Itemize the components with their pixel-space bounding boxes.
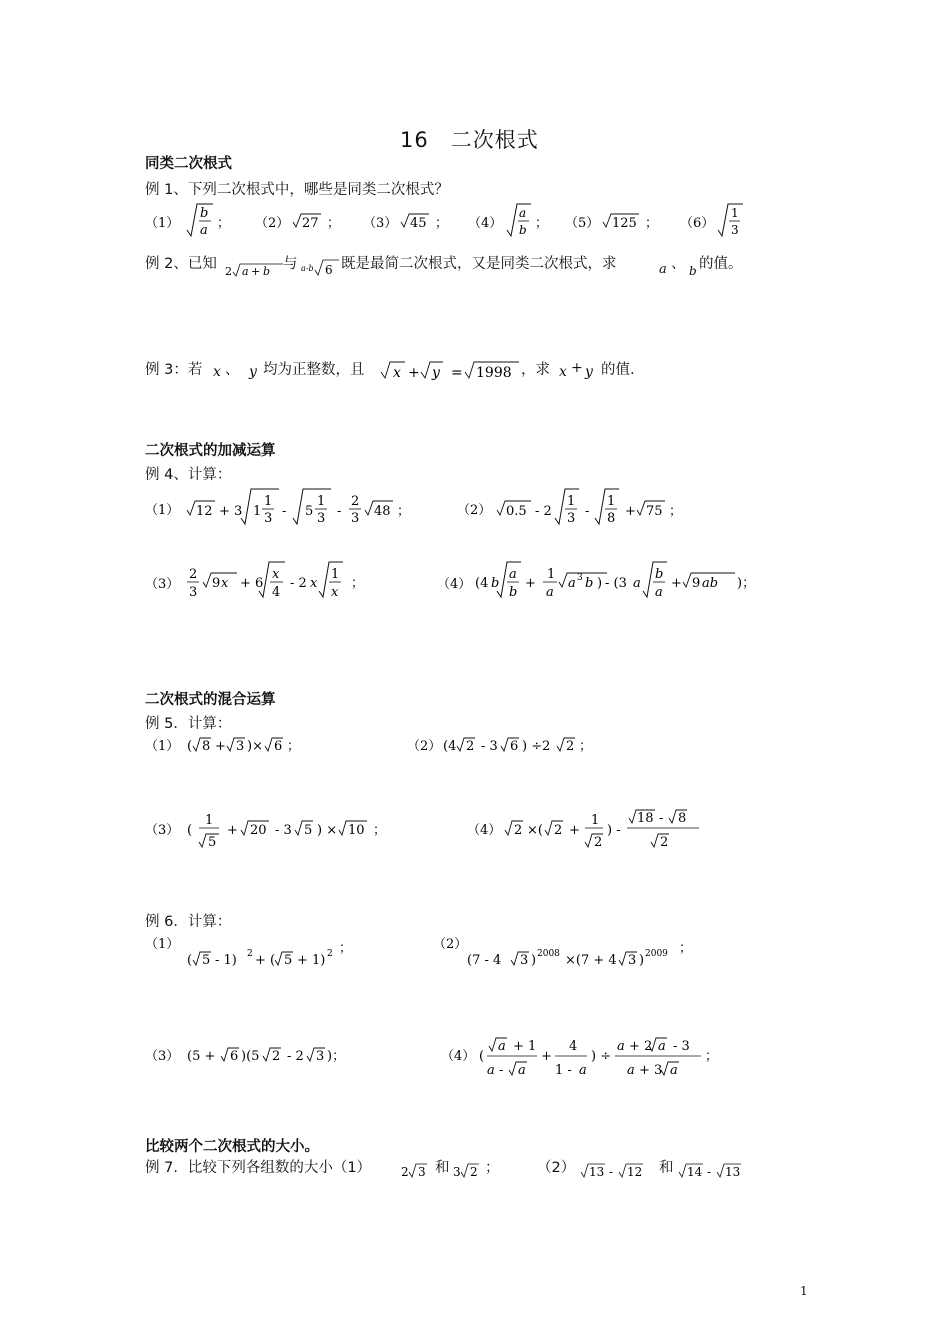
svg-text:a-b: a-b: [301, 264, 314, 273]
page-number: 1: [800, 1284, 808, 1298]
svg-text:a: a: [200, 223, 208, 238]
svg-text:13: 13: [725, 1165, 741, 1179]
svg-text:3: 3: [453, 1165, 461, 1179]
svg-text:b: b: [263, 265, 271, 278]
svg-text:a: a: [498, 1039, 506, 1054]
svg-text:- 3: - 3: [673, 1039, 690, 1054]
svg-text:- 2: - 2: [290, 576, 307, 591]
ex3-part-1: 例 3：若: [145, 362, 203, 378]
svg-text:x: x: [272, 567, 280, 582]
svg-text:)×: )×: [247, 739, 263, 754]
svg-text:2: 2: [225, 265, 232, 278]
svg-text:-: -: [499, 1063, 504, 1078]
svg-text:12: 12: [196, 504, 213, 519]
svg-text:a: a: [627, 1063, 635, 1078]
svg-text:+: +: [408, 365, 420, 381]
ex3-sum-plus: +: [571, 360, 583, 376]
svg-text:b: b: [519, 223, 527, 237]
svg-text:- 3: - 3: [481, 739, 498, 754]
svg-text:3: 3: [577, 573, 583, 583]
svg-text:；: ；: [351, 576, 365, 591]
svg-text:1 -: 1 -: [555, 1063, 572, 1078]
svg-text:a: a: [670, 1063, 678, 1078]
example-4-formulas: [145, 484, 785, 614]
svg-text:5: 5: [208, 835, 217, 850]
svg-text:4: 4: [569, 1039, 578, 1054]
ex5-label-4: （4）: [467, 823, 502, 838]
svg-text:；: ；: [339, 941, 353, 956]
svg-text:+: +: [541, 1049, 552, 1064]
ex7-and-1: 和: [435, 1160, 450, 1176]
svg-text:b: b: [509, 585, 518, 600]
svg-text:)(5: )(5: [241, 1049, 260, 1064]
svg-text:1: 1: [264, 494, 273, 509]
ex6-label-2: （2）: [433, 937, 468, 952]
example-5-text: 例 5．计算：: [145, 716, 232, 732]
svg-text:+ 2: + 2: [629, 1039, 653, 1054]
svg-text:): ): [639, 953, 645, 968]
svg-text:(: (: [479, 1049, 485, 1064]
svg-text:- (3: - (3: [605, 576, 627, 591]
svg-text:-: -: [585, 504, 590, 519]
ex6-label-4: （4）: [441, 1049, 476, 1064]
svg-text:+: +: [215, 739, 226, 754]
ex1-sep-3: ；: [435, 216, 449, 231]
svg-text:+: +: [625, 504, 636, 519]
svg-text:1998: 1998: [476, 365, 512, 381]
ex1-label-4: （4）: [468, 216, 503, 231]
svg-text:3: 3: [351, 511, 360, 526]
svg-text:+ 3: + 3: [219, 504, 243, 519]
svg-text:45: 45: [410, 216, 427, 231]
ex1-label-6: （6）: [680, 216, 715, 231]
svg-text:8: 8: [678, 811, 687, 826]
svg-text:2: 2: [470, 1165, 478, 1179]
svg-text:+ 6: + 6: [240, 576, 264, 591]
svg-text:- 1): - 1): [215, 953, 237, 968]
svg-text:13: 13: [589, 1165, 605, 1179]
svg-text:3: 3: [628, 953, 637, 968]
svg-text:6: 6: [274, 739, 283, 754]
svg-text:4: 4: [272, 585, 281, 600]
ex3-part-4: ，求: [521, 362, 550, 378]
svg-text:3: 3: [418, 1165, 426, 1179]
svg-text:+: +: [227, 823, 238, 838]
svg-text:-: -: [707, 1165, 712, 1179]
svg-text:3: 3: [567, 511, 576, 526]
ex7-sep: ；: [485, 1160, 500, 1176]
ex7-part-1: 例 7．比较下列各组数的大小（1）: [145, 1160, 372, 1176]
ex3-sum-y: y: [585, 364, 593, 380]
svg-text:1: 1: [331, 567, 340, 582]
svg-text:；: ；: [679, 941, 693, 956]
svg-text:×(7 + 4: ×(7 + 4: [565, 953, 617, 968]
svg-text:+ (: + (: [255, 953, 276, 968]
svg-text:-: -: [659, 811, 664, 826]
ex3-sum-x: x: [559, 364, 567, 380]
svg-text:+ 1): + 1): [297, 953, 326, 968]
ex2-part-3: 既是最简二次根式，又是同类二次根式，求: [341, 256, 617, 272]
svg-text:a: a: [519, 206, 527, 220]
svg-text:1: 1: [607, 494, 616, 509]
svg-text:a: a: [546, 585, 554, 600]
svg-text:6: 6: [510, 739, 519, 754]
svg-text:2: 2: [327, 949, 333, 959]
svg-text:x: x: [310, 576, 318, 591]
svg-text:(: (: [187, 739, 193, 754]
svg-text:75: 75: [646, 504, 663, 519]
example-1-formulas: [145, 200, 765, 248]
svg-text:) ÷2: ) ÷2: [522, 739, 551, 754]
svg-text:2: 2: [514, 823, 523, 838]
ex3-part-5: 的值.: [601, 362, 635, 378]
svg-text:18: 18: [637, 811, 654, 826]
svg-text:1: 1: [567, 494, 576, 509]
ex2-var-a: a: [659, 262, 667, 277]
svg-text:x: x: [221, 576, 229, 591]
svg-text:3: 3: [317, 511, 326, 526]
svg-text:(5 +: (5 +: [187, 1049, 216, 1064]
page-title: 16 二次根式: [400, 128, 539, 152]
ex6-label-1: （1）: [145, 937, 180, 952]
ex1-sep-4: ；: [535, 216, 549, 231]
ex1-label-5: （5）: [565, 216, 600, 231]
ex1-label-3: （3）: [363, 216, 398, 231]
svg-text:5: 5: [304, 823, 313, 838]
ex7-label-2: （2）: [537, 1160, 576, 1176]
svg-text:- 2: - 2: [535, 504, 552, 519]
svg-text:；: ；: [579, 739, 593, 754]
svg-text:；: ；: [373, 823, 387, 838]
ex6-label-3: （3）: [145, 1049, 180, 1064]
section-heading-add-subtract: 二次根式的加减运算: [145, 443, 276, 459]
ex7-and-2: 和: [659, 1160, 674, 1176]
ex7-radical-2sqrt3: [399, 1154, 435, 1182]
ex3-part-3: 均为正整数，且: [263, 362, 365, 378]
ex2-radical-1: [223, 252, 289, 282]
svg-text:2: 2: [272, 1049, 281, 1064]
ex4-label-1: （1）: [145, 503, 180, 518]
svg-text:(: (: [187, 823, 193, 838]
svg-text:+: +: [671, 576, 682, 591]
ex1-sep-1: ；: [217, 216, 231, 231]
section-heading-similar-radicals: 同类二次根式: [145, 156, 232, 172]
svg-text:) ÷: ) ÷: [591, 1049, 612, 1064]
svg-text:1: 1: [591, 813, 600, 828]
ex5-label-3: （3）: [145, 823, 180, 838]
svg-text:)；: )；: [327, 1049, 346, 1064]
svg-text:) ×: ) ×: [317, 823, 338, 838]
svg-text:8: 8: [202, 739, 211, 754]
svg-text:- 3: - 3: [275, 823, 292, 838]
svg-text:x: x: [331, 585, 339, 600]
svg-text:10: 10: [348, 823, 365, 838]
ex1-label-1: （1）: [145, 216, 180, 231]
svg-text:2: 2: [351, 494, 360, 509]
ex7-radical-3sqrt2: [451, 1154, 487, 1182]
svg-text:3: 3: [520, 953, 529, 968]
svg-text:+: +: [251, 265, 261, 278]
ex2-part-4: 、: [671, 256, 686, 272]
ex2-radical-2: [299, 252, 345, 282]
svg-text:2: 2: [660, 835, 669, 850]
svg-text:a: a: [568, 576, 576, 591]
svg-text:b: b: [585, 576, 594, 591]
svg-text:5: 5: [305, 504, 314, 519]
svg-text:3: 3: [731, 223, 739, 237]
example-6-text: 例 6．计算：: [145, 914, 232, 930]
svg-text:9: 9: [212, 576, 221, 591]
svg-text:(7 - 4: (7 - 4: [467, 953, 502, 968]
svg-text:a: a: [518, 1063, 526, 1078]
svg-text:b: b: [655, 567, 664, 582]
svg-text:2: 2: [247, 949, 253, 959]
svg-text:6: 6: [230, 1049, 239, 1064]
example-2: [145, 252, 785, 284]
svg-text:(: (: [187, 953, 193, 968]
section-heading-compare: 比较两个二次根式的大小。: [145, 1139, 319, 1155]
example-1-text: 例 1、下列二次根式中，哪些是同类二次根式？: [145, 182, 449, 198]
svg-text:2: 2: [466, 739, 475, 754]
ex4-label-3: （3）: [145, 577, 180, 592]
svg-text:；: ；: [705, 1049, 719, 1064]
svg-text:1: 1: [547, 567, 556, 582]
svg-text:+: +: [569, 823, 580, 838]
svg-text:27: 27: [302, 216, 319, 231]
svg-text:5: 5: [284, 953, 293, 968]
svg-text:-: -: [337, 504, 342, 519]
svg-text:3: 3: [264, 511, 273, 526]
svg-text:8: 8: [607, 511, 616, 526]
ex4-label-2: （2）: [457, 503, 492, 518]
ex2-part-5: 的值。: [699, 256, 743, 272]
svg-text:ab: ab: [702, 576, 719, 591]
example-4-text: 例 4、计算：: [145, 467, 232, 483]
svg-text:125: 125: [612, 216, 637, 231]
svg-text:48: 48: [374, 504, 391, 519]
svg-text:2: 2: [594, 835, 603, 850]
svg-text:+ 1: + 1: [513, 1039, 537, 1054]
ex1-label-2: （2）: [255, 216, 290, 231]
svg-text:2: 2: [566, 739, 575, 754]
svg-text:a: a: [658, 1039, 666, 1054]
svg-text:；: ；: [669, 504, 683, 519]
svg-text:3: 3: [316, 1049, 325, 1064]
svg-text:-: -: [282, 504, 287, 519]
ex5-label-1: （1）: [145, 739, 180, 754]
svg-text:5: 5: [202, 953, 211, 968]
ex2-part-2: 与: [283, 256, 298, 272]
section-heading-mixed-operations: 二次根式的混合运算: [145, 692, 276, 708]
ex3-var-x: x: [213, 364, 221, 380]
example-3: [145, 354, 705, 388]
svg-text:14: 14: [687, 1165, 703, 1179]
ex1-sep-5: ；: [645, 216, 659, 231]
svg-text:+ 3: + 3: [639, 1063, 663, 1078]
ex3-var-y: y: [249, 364, 257, 380]
svg-text:6: 6: [325, 263, 333, 277]
svg-text:a: a: [633, 576, 641, 591]
svg-text:a: a: [655, 585, 663, 600]
example-7: [145, 1154, 785, 1184]
svg-text:；: ；: [397, 504, 411, 519]
svg-text:): ): [597, 576, 603, 591]
example-1-items: [145, 200, 765, 248]
svg-text:；: ；: [287, 739, 301, 754]
svg-text:x: x: [393, 365, 401, 381]
svg-text:) -: ) -: [607, 823, 621, 838]
svg-text:a: a: [579, 1063, 587, 1078]
ex2-part-1: 例 2、已知: [145, 256, 217, 272]
example-5-formulas: [145, 730, 745, 860]
svg-text:2: 2: [189, 567, 198, 582]
svg-text:0.5: 0.5: [506, 504, 527, 519]
ex3-equation: [377, 354, 527, 388]
example-6-formulas: [145, 930, 765, 1080]
svg-text:- 2: - 2: [287, 1049, 304, 1064]
svg-text:1: 1: [205, 813, 214, 828]
svg-text:12: 12: [627, 1165, 643, 1179]
svg-text:2008: 2008: [537, 949, 560, 959]
svg-text:b: b: [200, 206, 209, 221]
svg-text:1: 1: [317, 494, 326, 509]
svg-text:2: 2: [554, 823, 563, 838]
svg-text:2009: 2009: [645, 949, 668, 959]
svg-text:b: b: [491, 576, 500, 591]
svg-text:-: -: [609, 1165, 614, 1179]
svg-text:(4: (4: [475, 576, 489, 591]
svg-text:(4: (4: [443, 739, 457, 754]
svg-text:20: 20: [250, 823, 267, 838]
ex3-part-2: 、: [225, 362, 240, 378]
svg-text:+: +: [525, 576, 536, 591]
svg-text:)；: )；: [737, 576, 756, 591]
svg-text:y: y: [432, 365, 440, 381]
svg-text:=: =: [451, 365, 463, 381]
svg-text:2: 2: [401, 1165, 409, 1179]
svg-text:): ): [531, 953, 537, 968]
svg-text:9: 9: [692, 576, 701, 591]
svg-text:1: 1: [731, 206, 739, 220]
svg-text:a: a: [509, 567, 517, 582]
ex1-sep-2: ；: [327, 216, 341, 231]
svg-text:×(: ×(: [527, 823, 543, 838]
ex4-label-4: （4）: [437, 577, 472, 592]
svg-text:a: a: [242, 265, 249, 278]
ex7-expr-right: [675, 1154, 755, 1182]
svg-text:1: 1: [253, 504, 262, 519]
svg-text:3: 3: [236, 739, 245, 754]
svg-text:3: 3: [189, 585, 198, 600]
ex7-expr-left: [577, 1154, 657, 1182]
svg-text:a: a: [487, 1063, 495, 1078]
ex2-var-b: b: [689, 264, 697, 278]
svg-text:a: a: [617, 1039, 625, 1054]
ex5-label-2: （2）: [407, 739, 442, 754]
